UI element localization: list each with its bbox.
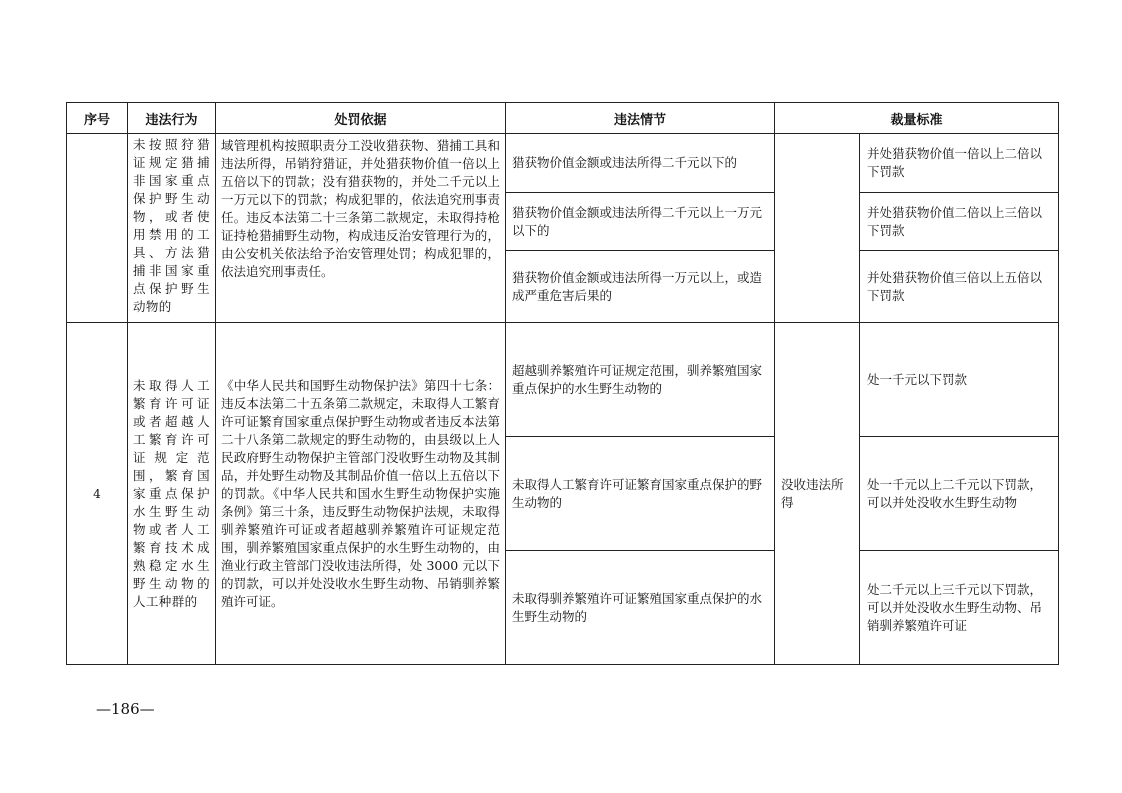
header-seq: 序号	[67, 103, 128, 134]
header-plot: 违法情节	[506, 103, 775, 134]
row4-plot-3: 未取得驯养繁殖许可证繁殖国家重点保护的水生野生动物的	[506, 551, 775, 665]
row4-confiscate: 没收违法所得	[775, 323, 860, 665]
row4-plot-1: 超越驯养繁殖许可证规定范围，驯养繁殖国家重点保护的水生野生动物的	[506, 323, 775, 437]
row3-standard-3: 并处猎获物价值三倍以上五倍以下罚款	[860, 251, 1059, 323]
row4-seq: 4	[67, 323, 128, 665]
table-row	[67, 323, 1059, 437]
header-row	[67, 103, 1059, 134]
row3-plot-3: 猎获物价值金额或违法所得一万元以上，或造成严重危害后果的	[506, 251, 775, 323]
row4-basis: 《中华人民共和国野生动物保护法》第四十七条：违反本法第二十五条第二款规定，未取得人工繁育许可证繁育国家重点保护野生动物或者违反本法第二十八条第二款规定的野生动物的，由县级以上人民政府野生动物保护主管部门没收野生动物及其制品，并处野生动物及其制品价值一倍以上五倍以下的罚款。《中华人民共和国水生野生动物保护实施条例》第三十条，违反野生动物保护法规，未取得驯养繁殖许可证或者超越驯养繁殖许可证规定范围，驯养繁殖国家重点保护的水生野生动物的，由渔业行政主管部门没收违法所得，处 3000 元以下的罚款，可以并处没收水生野生动物、吊销驯养繁殖许可证。	[216, 323, 506, 665]
penalty-table	[66, 102, 1059, 665]
row3-standard-1: 并处猎获物价值一倍以上二倍以下罚款	[860, 134, 1059, 193]
row3-basis: 域管理机构按照职责分工没收猎获物、猎捕工具和违法所得，吊销狩猎证，并处猎获物价值一倍以上五倍以下的罚款；没有猎获物的，并处二千元以上一万元以下的罚款；构成犯罪的，依法追究刑事责任。违反本法第二十三条第二款规定，未取得持枪证持枪猎捕野生动物，构成违反治安管理行为的，由公安机关依法给予治安管理处罚；构成犯罪的，依法追究刑事责任。	[216, 134, 506, 323]
row4-behavior: 未取得人工繁育许可证或者超越人工繁育许可证规定范围，繁育国家重点保护水生野生动物或者人工繁育技术成熟稳定水生野生动物的人工种群的	[128, 323, 216, 665]
row4-standard-1: 处一千元以下罚款	[860, 323, 1059, 437]
row4-standard-2: 处一千元以上二千元以下罚款，可以并处没收水生野生动物	[860, 437, 1059, 551]
row4-plot-2: 未取得人工繁育许可证繁育国家重点保护的野生动物的	[506, 437, 775, 551]
row3-behavior: 未按照狩猎证规定猎捕非国家重点保护野生动物，或者使用禁用的工具、方法猎捕非国家重点保护野生动物的	[128, 134, 216, 323]
page-number: —186—	[96, 700, 155, 718]
header-standard: 裁量标准	[775, 103, 1059, 134]
row3-seq	[67, 134, 128, 323]
row3-plot-1: 猎获物价值金额或违法所得二千元以下的	[506, 134, 775, 193]
row3-plot-2: 猎获物价值金额或违法所得二千元以上一万元以下的	[506, 193, 775, 251]
header-behavior: 违法行为	[128, 103, 216, 134]
table-row	[67, 134, 1059, 193]
header-basis: 处罚依据	[216, 103, 506, 134]
row4-standard-3: 处二千元以上三千元以下罚款，可以并处没收水生野生动物、吊销驯养繁殖许可证	[860, 551, 1059, 665]
row3-standard-2: 并处猎获物价值二倍以上三倍以下罚款	[860, 193, 1059, 251]
row3-confiscate	[775, 134, 860, 323]
